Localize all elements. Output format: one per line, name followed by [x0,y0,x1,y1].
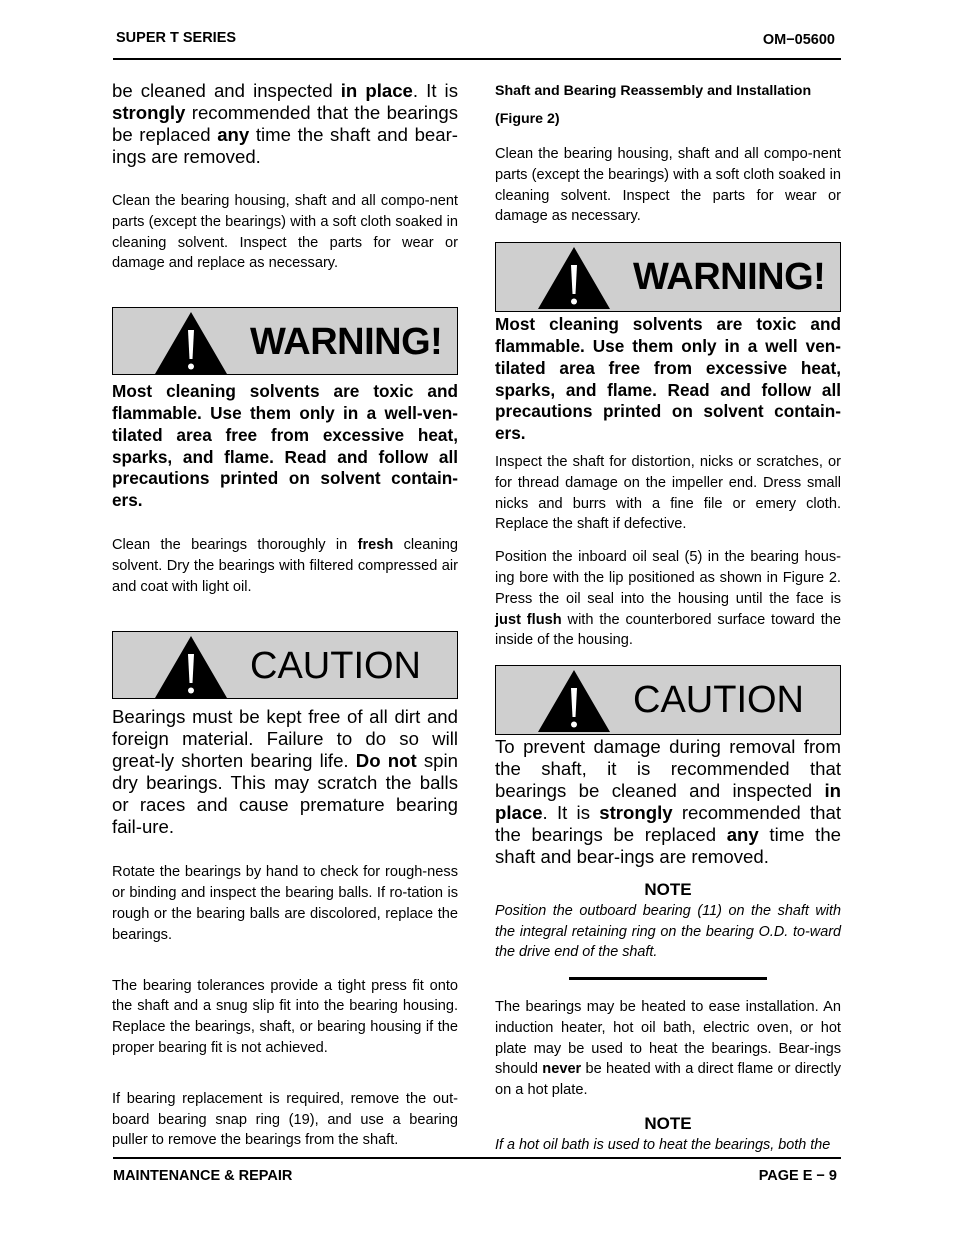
text-run: . It is [542,802,600,824]
warning-box [495,242,841,312]
emphasis-text: any [217,124,250,145]
text-run: Position the inboard oil seal (5) in the bearing hous-ing bore with the lip positioned as shown in Figure 2. Press the oil seal into the housing until the face is [495,549,841,607]
emphasis-text: Do not [355,750,417,772]
emphasis-text: just flush [495,611,562,628]
right-paragraph-2: Inspect the shaft for distortion, nicks or scratches, or for thread damage on the impeller end. Dress small nicks and burrs with a fine file or emery cloth. Replace the shaft if defective. [495,453,841,533]
text-run: . It is [412,80,458,101]
exclamation-triangle-icon [536,668,612,734]
left-paragraph-5: The bearing tolerances provide a tight press fit onto the shaft and a snug slip fit into the bearing housing. Replace the bearings, shaft, or bearing housing if the proper bearing fit is not achieved. [112,977,458,1056]
series-title: SUPER T SERIES [116,30,237,46]
caution-text [112,706,458,838]
left-paragraph-1 [112,80,458,168]
note-heading: NOTE [644,1113,692,1133]
exclamation-triangle-icon [153,634,229,700]
left-paragraph-2: Clean the bearing housing, shaft and all compo-nent parts (except the bearings) with a soft cloth soaked in cleaning solvent. Inspect the parts for wear or damage and replace as necessary. [112,193,458,272]
emphasis-text: in place [495,780,841,824]
text-run: The bearings may be heated to ease installation. An induction heater, hot oil bath, electric oven, or hot plate may be used to heat the bearings. Bear-ings should [495,998,841,1078]
warning-label: WARNING! [633,256,826,299]
note-divider [569,977,767,980]
text-run: time the shaft and bear-ings are removed. [495,824,842,868]
text-run: time the shaft and bear-ings are removed. [112,124,458,167]
page-header [113,30,841,60]
left-paragraph-3 [112,535,458,597]
document-number: OM−05600 [762,32,835,48]
caution-label: CAUTION [250,645,421,688]
caution-box [112,631,458,699]
text-run: recommended that the bearings be replaced [112,102,458,145]
section-name: MAINTENANCE & REPAIR [113,1168,293,1184]
caution-box [495,665,841,735]
emphasis-text: in place [340,80,413,101]
warning-text: Most cleaning solvents are toxic and flammable. Use them only in a well ven-tilated area free from excessive heat, sparks, and flame. Read and follow all precautions printed on solvent contain-ers. [495,314,841,444]
page-number: PAGE E − 9 [758,1168,837,1184]
note-text: If a hot oil bath is used to heat the bearings, both the [495,1136,831,1153]
left-paragraph-4: Rotate the bearings by hand to check for rough-ness or binding and inspect the bearing balls. If ro-tation is rough or the bearing balls are discolored, replace the bearings. [112,864,458,943]
warning-text: Most cleaning solvents are toxic and flammable. Use them only in a well-ven-tilated area free from excessive heat, sparks, and flame. Read and follow all precautions printed on solvent contain-ers. [112,381,458,511]
left-column [112,80,458,1151]
right-paragraph-3 [495,547,841,651]
exclamation-triangle-icon [536,245,612,311]
emphasis-text: never [542,1061,582,1078]
emphasis-text: strongly [112,102,186,123]
text-run: To prevent damage during removal from the shaft, it is recommended that bearings be cleaned and inspected [495,736,841,802]
warning-box [112,307,458,375]
page-footer [113,1157,841,1189]
note-heading: NOTE [644,880,692,900]
right-paragraph-4 [495,997,841,1101]
emphasis-text: fresh [357,536,394,553]
caution-label: CAUTION [633,679,804,722]
emphasis-text: strongly [599,802,673,824]
text-run: with the counterbored surface toward the inside of the housing. [495,611,841,649]
text-run: be cleaned and inspected [112,80,341,101]
section-heading: Shaft and Bearing Reassembly and Installation [495,83,812,99]
left-paragraph-6: If bearing replacement is required, remove the out-board bearing snap ring (19), and use a bearing puller to remove the bearings from the shaft. [112,1090,458,1149]
text-run: cleaning solvent. Dry the bearings with filtered compressed air and coat with light oil. [112,536,458,595]
right-column [495,80,841,1156]
text-run: be heated with a direct flame or directly on a hot plate. [495,1061,842,1099]
text-run: spin dry bearings. This may scratch the balls or races and cause premature bearing fail-ure. [112,750,458,838]
emphasis-text: any [726,824,759,846]
text-run: Clean the bearings thoroughly in [112,536,358,553]
text-run: recommended that the bearings be replaced [495,802,841,846]
note-text: Position the outboard bearing (11) on the shaft with the integral retaining ring on the bearing O.D. to-ward the drive end of the shaft. [495,903,841,961]
caution-text [495,736,841,868]
text-run: Bearings must be kept free of all dirt and foreign material. Failure to do so will great-ly shorten bearing life. [112,706,458,772]
warning-label: WARNING! [250,321,443,364]
right-paragraph-1: Clean the bearing housing, shaft and all compo-nent parts (except the bearings) with a soft cloth soaked in cleaning solvent. Inspect the parts for wear or damage as necessary. [495,146,841,225]
exclamation-triangle-icon [153,310,229,376]
figure-reference: (Figure 2) [495,111,560,127]
